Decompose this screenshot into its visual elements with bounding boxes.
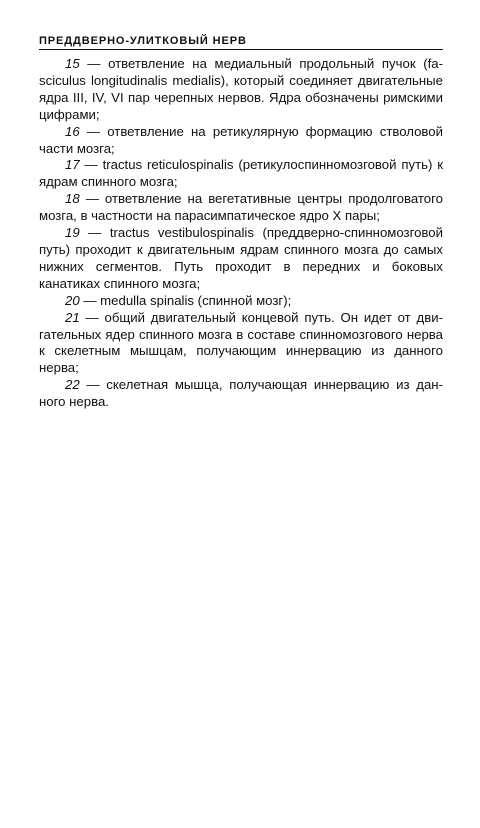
entry-number: 16: [65, 123, 80, 139]
entry-text: — tractus reticulospinalis (ретикулоспинномозговой путь) к ядрам спинного мозга;: [39, 157, 443, 190]
legend-entry-18: [39, 191, 443, 225]
legend-list: [39, 56, 443, 411]
entry-text: — скелетная мышца, получающая иннервацию из данного нерва.: [39, 377, 443, 410]
legend-entry-21: [39, 310, 443, 378]
entry-text: — tractus vestibulospinalis (преддверно-спинномозговой путь) проходит к двигательным ядрам спинного мозга до самых нижних сегментов. Путь проходит в передних и боковых канатиках спинного мозга;: [39, 225, 443, 291]
entry-number: 20: [65, 292, 80, 308]
running-head: ПРЕДДВЕРНО-УЛИТКОВЫЙ НЕРВ: [39, 35, 247, 47]
entry-number: 17: [65, 157, 80, 173]
entry-text: — medulla spinalis (спинной мозг);: [79, 292, 292, 308]
entry-number: 15: [65, 56, 80, 71]
entry-text: — общий двигательный концевой путь. Он идет от двигательных ядер спинного мозга в составе спинномозгового нерва к скелетным мышцам, получающим иннервацию из данного нерва;: [39, 309, 443, 376]
header-rule: [39, 49, 443, 50]
legend-entry-20: [39, 293, 443, 310]
entry-text: — ответвление на вегетативные центры продолговатого мозга, в частности на парасимпатическое ядро X пары;: [39, 191, 443, 224]
entry-number: 22: [65, 377, 80, 393]
entry-text: — ответвление на ретикулярную формацию стволовой части мозга;: [39, 123, 443, 156]
book-page: [39, 34, 443, 411]
legend-entry-16: [39, 124, 443, 158]
entry-number: 19: [65, 225, 80, 241]
entry-number: 18: [65, 191, 80, 207]
entry-number: 21: [65, 309, 80, 325]
legend-entry-17: [39, 157, 443, 191]
legend-entry-15: [39, 56, 443, 124]
entry-text: — ответвление на медиальный продольный пучок (fasciculus longitudinalis medialis), который соединяет двигательные ядра III, IV, VI пар черепных нервов. Ядра обозначены римскими цифрами;: [39, 56, 443, 122]
legend-entry-22: [39, 377, 443, 411]
legend-entry-19: [39, 225, 443, 293]
